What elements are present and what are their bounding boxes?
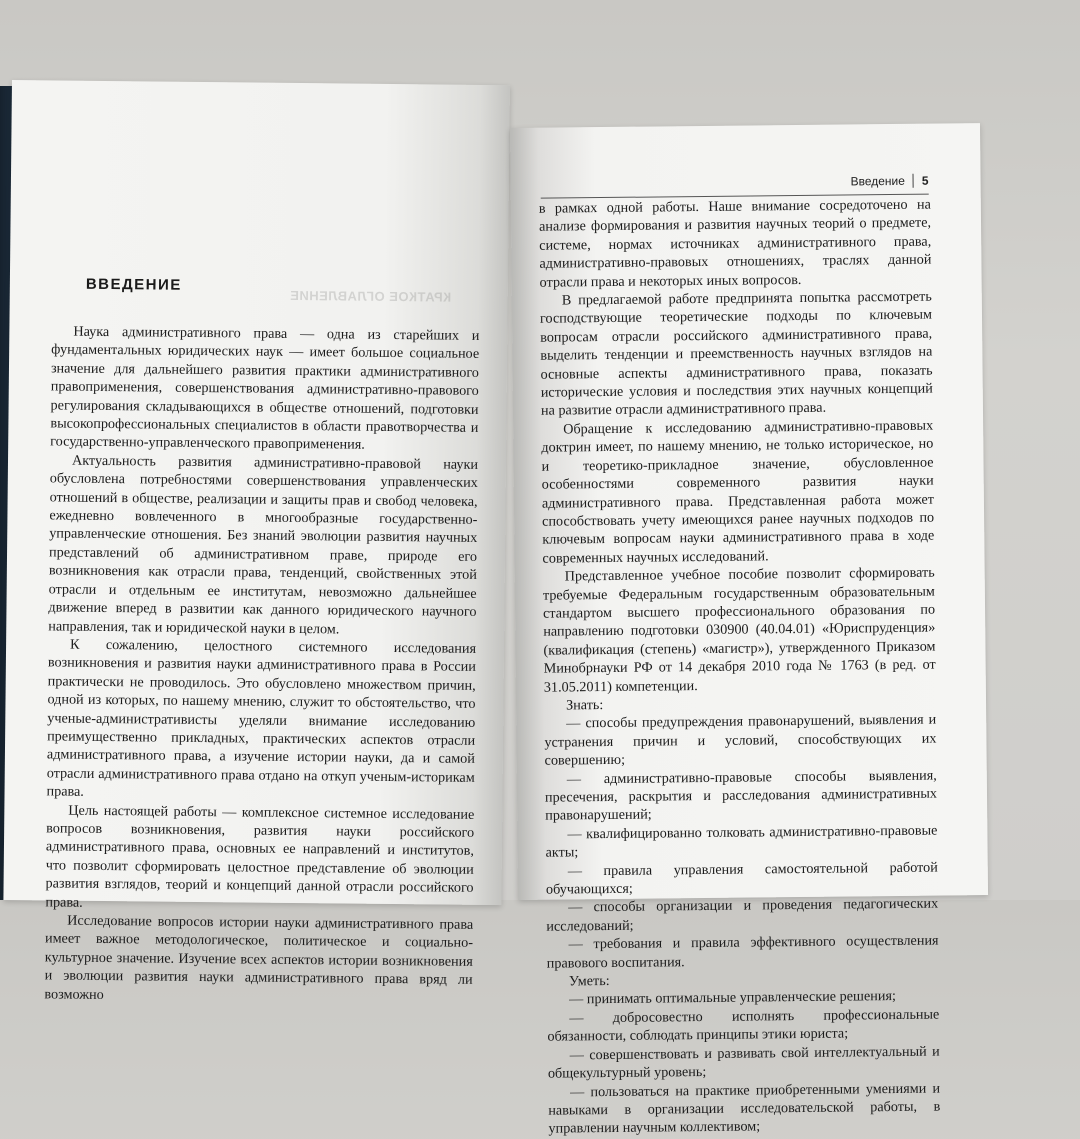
paragraph: Представленное учебное пособие позволит сформировать требуемые Федеральным государственным образовательным стандартом высшего профессионального образования по направлению подготовки 030900 (40.04.01) «Юриспруденция» (квалификация (степень) «магистр»), утвержденного Приказом Минобрнауки РФ от 14 декабря 2010 года № 1763 (в ред. от 31.05.2011) компетенции. [542,564,936,696]
chapter-title: ВВЕДЕНИЕ [85,275,182,294]
paragraph: Знать: [565,697,604,714]
running-header-section: Введение [850,173,905,189]
paragraph: Уметь: [568,973,610,990]
paragraph: в рамках одной работы. Наше внимание сосредоточено на анализе формирования и развития научных теорий о предмете, системе, нормах источниках административного права, административно-правовых отношениях, траслях данной отрасли права и некоторых иных вопросов. [538,196,932,291]
paragraph: Исследование вопросов истории науки административного права имеет важное методологическое, политическое и социально-культурное значение. Изучение всех аспектов истории возникновения и эволюции развития науки административного права вряд ли возможно [44,912,474,1003]
paragraph: — совершенствовать и развивать свой интеллектуальный и общекультурный уровень; [547,1043,940,1082]
paragraph: — правила управления самостоятельной работой обучающихся; [545,859,938,898]
right-page-body [539,196,941,1139]
header-separator [913,174,914,188]
paragraph: — способы организации и проведения педагогических исследований; [546,895,939,935]
paragraph: В предлагаемой работе предпринята попытка рассмотреть господствующие теоретические подходы по ключевым вопросам отрасли российского административного права, выделить тенденции и преемственность научных взглядов на основные аспекты административного права, показать исторические условия и последствия этих научных концепций на развитие отрасли административного права. [539,288,933,420]
left-page [3,80,510,1003]
paragraph: Цель настоящей работы — комплексное системное исследование вопросов возникновения, развития науки российского административного права, основных ее направлений и институтов, что позволит сформировать целостное представление об эволюции развития взглядов, теорий и концепций данной отрасли российского права. [45,802,475,911]
paragraph: Актуальность развития административно-правовой науки обусловлена потребностями совершенствования управленческих отношений в обществе, реализации и защиты прав и свобод человека, ежедневно вовлеченного в многообразные государственно-управленческие отношения. Без знаний эволюции развития научных представлений об административном праве, природе его возникновения как отрасли права, тенденций, свойственных этой отрасли и отдельным ее институтам, невозможно дальнейшее движение вперед в развитии как данного юридического научного направления, так и юридической науки в целом. [48,452,479,637]
paragraph: Обращение к исследованию административно-правовых доктрин имеет, по нашему мнению, не только историческое, но и теоретико-прикладное значение, обусловленное особенностями современного развития науки административного права. Представленная работа может способствовать учету имеющихся ранее научных подходов по ключевым вопросам науки административного права в ходе современных научных исследований. [541,417,935,567]
page-number: 5 [921,173,929,188]
paragraph: — требования и правила эффективного осуществления правового воспитания. [546,932,939,972]
bleed-through-heading: КРАТКОЕ ОГЛАВЛЕНИЕ [289,287,452,305]
paragraph: — принимать оптимальные управленческие решения; [569,988,896,1008]
running-header [850,174,928,189]
left-page-body [44,322,479,1007]
right-page [510,123,988,1137]
paragraph: Наука административного права — одна из старейших и фундаментальных юридических наук — имеет большое социальное значение для дальнейшего развития практики административного правоприменения, совершенствования административно-правового регулирования складывающихся в обществе отношений, подготовки высокопрофессиональных специалистов в области правотворчества и государственно-управленческого правоприменения. [50,323,480,454]
paragraph: — добросовестно исполнять профессиональные обязанности, соблюдать принципы этики юриста; [547,1006,940,1045]
paragraph: — квалифицированно толковать административно-правовые акты; [545,822,938,861]
paragraph: — административно-правовые способы выявления, пресечения, раскрытия и расследования административных правонарушений; [544,767,938,825]
paragraph: К сожалению, целостного системного исследования возникновения и развития науки административного права в России практически не проводилось. Это обусловлено множеством причин, одной из которых, по нашему мнению, служит то обстоятельство, что ученые-административисты уделяли внимание исследованию преимущественно прикладных, практических аспектов отрасли административного права, а изучение истории науки, да и самой отрасли административного права отдано на откуп ученым-историкам права. [46,636,477,800]
paragraph: — пользоваться на практике приобретенными умениями и навыками в организации исследовательской работы, в управлении научным коллективом; [548,1080,941,1137]
paragraph: — способы предупреждения правонарушений, выявления и устранения причин и условий, способствующих их совершению; [544,711,937,769]
